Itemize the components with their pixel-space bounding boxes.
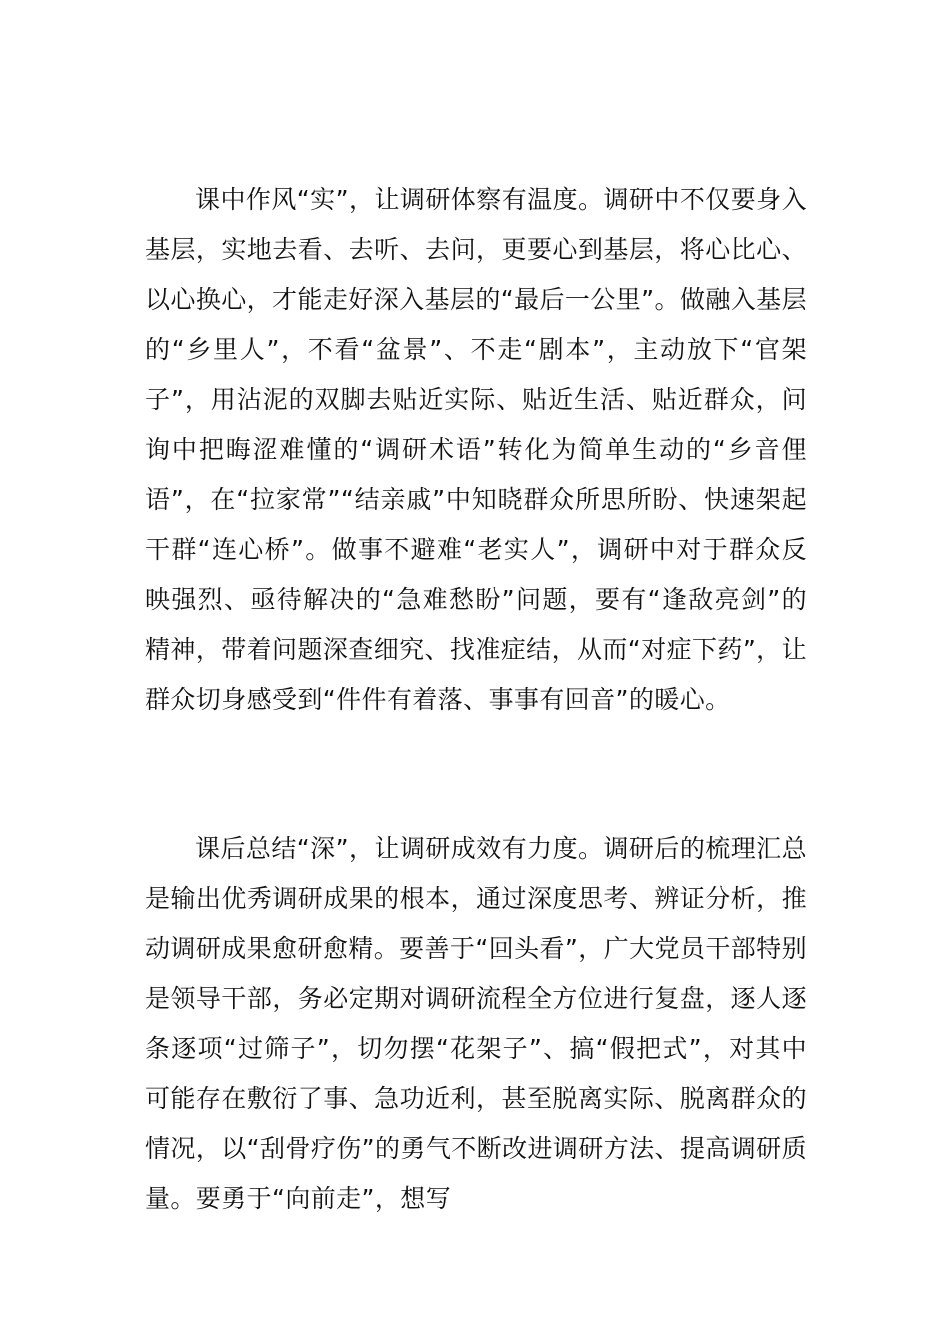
paragraph-after-class-summary: 课后总结“深”，让调研成效有力度。调研后的梳理汇总是输出优秀调研成果的根本，通过深度思考、辨证分析，推动调研成果愈研愈精。要善于“回头看”，广大党员干部特别是领导干部，务必定期对调研流程全方位进行复盘，逐人逐条逐项“过筛子”，切勿摆“花架子”、搞“假把式”，对其中可能存在敷衍了事、急功近利，甚至脱离实际、脱离群众的情况，以“刮骨疗伤”的勇气不断改进调研方法、提高调研质量。要勇于“向前走”，想写 xyxy=(145,834,807,1213)
paragraph-classroom-practice: 课中作风“实”，让调研体察有温度。调研中不仅要身入基层，实地去看、去听、去问，更要心到基层，将心比心、以心换心，才能走好深入基层的“最后一公里”。做融入基层的“乡里人”，不看“盆景”、不走“剧本”，主动放下“官架子”，用沾泥的双脚去贴近实际、贴近生活、贴近群众，问询中把晦涩难懂的“调研术语”转化为简单生动的“乡音俚语”，在“拉家常”“结亲戚”中知晓群众所思所盼、快速架起干群“连心桥”。做事不避难“老实人”，调研中对于群众反映强烈、亟待解决的“急难愁盼”问题，要有“逢敌亮剑”的精神，带着问题深查细究、找准症结，从而“对症下药”，让群众切身感受到“件件有着落、事事有回音”的暖心。 xyxy=(145,185,807,714)
